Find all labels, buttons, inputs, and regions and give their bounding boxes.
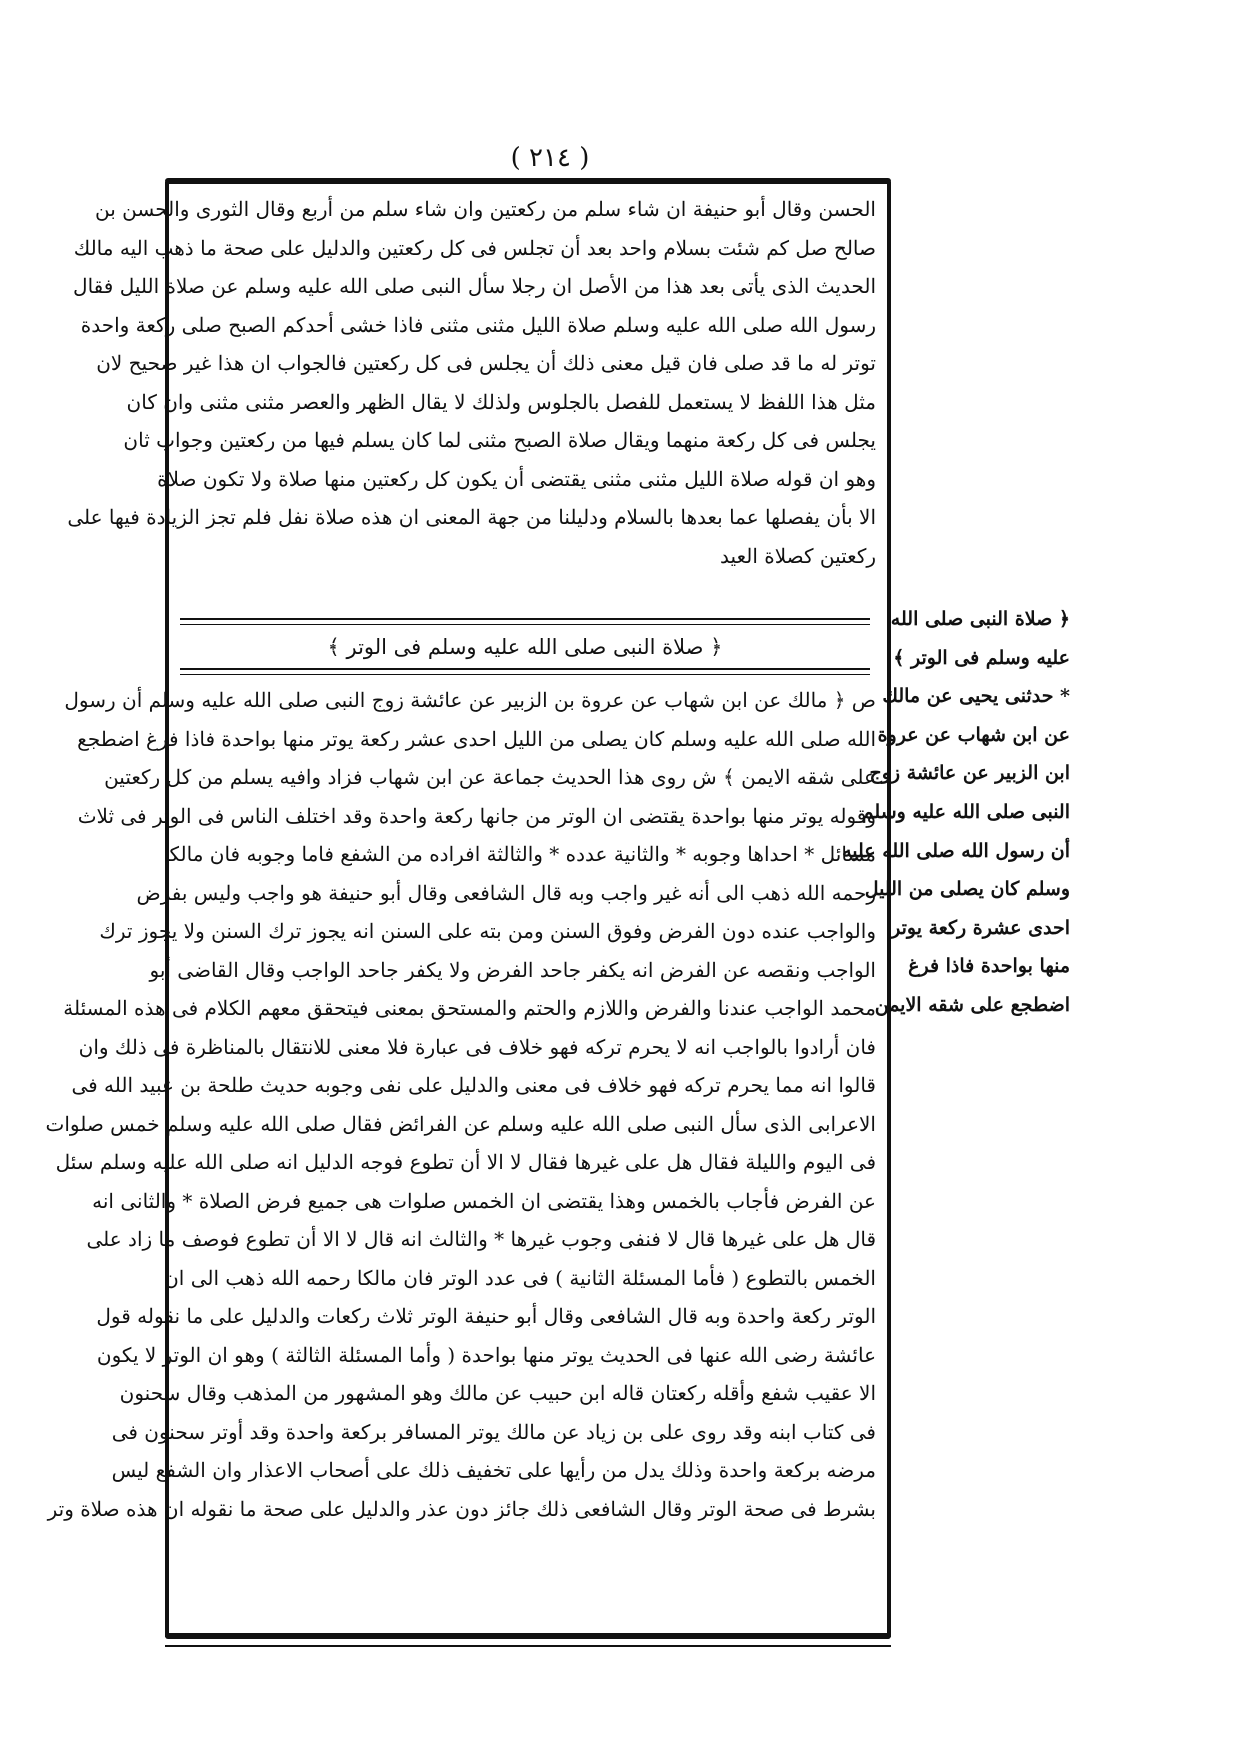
section-heading: ﴿ صلاة النبى صلى الله عليه وسلم فى الوتر ﴾ xyxy=(327,635,723,659)
text-line: رسول الله صلى الله عليه وسلم صلاة الليل مثنى مثنى فاذا خشى أحدكم الصبح صلى ركعة واحدة xyxy=(80,312,876,337)
section-divider xyxy=(180,674,870,675)
text-line: وهو ان قوله صلاة الليل مثنى مثنى يقتضى أن يكون كل ركعتين منها صلاة ولا تكون صلاة xyxy=(157,466,876,491)
text-line: الحديث الذى يأتى بعد هذا من الأصل ان رجلا سأل النبى صلى الله عليه وسلم عن صلاة الليل فقال xyxy=(73,274,876,298)
bottom-paragraph xyxy=(45,681,876,1605)
text-line: مسائل * احداها وجوبه * والثانية عدده * والثالثة افراده من الشفع فاما وجوبه فان مالكا xyxy=(163,842,876,866)
text-line: قالوا انه مما يحرم تركه فهو خلاف فى معنى والدليل على نفى وجوبه حديث طلحة بن عبيد الله فى xyxy=(71,1073,876,1097)
text-line: ص ﴿ مالك عن ابن شهاب عن عروة بن الزبير عن عائشة زوج النبى صلى الله عليه وسلم أن رسول xyxy=(64,688,876,712)
section-divider xyxy=(180,618,870,620)
text-line: الواجب ونقصه عن الفرض انه يكفر جاحد الفرض ولا يكفر جاحد الواجب وقال القاضى أبو xyxy=(149,957,876,982)
top-paragraph xyxy=(67,190,876,575)
text-line: مرضه بركعة واحدة وذلك يدل من رأيها على تخفيف ذلك على أصحاب الاعذار وان الشفع ليس xyxy=(111,1458,876,1482)
text-line: رحمه الله ذهب الى أنه غير واجب وبه قال الشافعى وقال أبو حنيفة هو واجب وليس بفرض xyxy=(136,880,876,905)
text-line: الخمس بالتطوع ( فأما المسئلة الثانية ) فى عدد الوتر فان مالكا رحمه الله ذهب الى ان xyxy=(164,1265,876,1290)
section-divider xyxy=(180,668,870,670)
text-line: محمد الواجب عندنا والفرض واللازم والحتم والمستحق بمعنى فيتحقق معهم الكلام فى هذه المسئلة xyxy=(63,996,876,1020)
text-line xyxy=(186,1528,876,1567)
text-line: والواجب عنده دون الفرض وفوق السنن ومن بته على السنن انه يجوز ترك السنن ولا يجوز ترك xyxy=(99,919,876,943)
margin-note-line: النبى صلى الله عليه وسلم xyxy=(861,800,1070,823)
text-line xyxy=(186,1567,876,1606)
margin-note-line: أن رسول الله صلى الله عليه xyxy=(842,839,1070,862)
margin-note-line: احدى عشرة ركعة يوتر xyxy=(891,916,1070,939)
text-line: عن الفرض فأجاب بالخمس وهذا يقتضى ان الخمس صلوات هى جميع فرض الصلاة * والثانى انه xyxy=(92,1188,876,1213)
text-line: عائشة رضى الله عنها فى الحديث يوتر منها بواحدة ( وأما المسئلة الثالثة ) وهو ان الوتر لا يكون xyxy=(96,1342,876,1367)
text-line: الوتر ركعة واحدة وبه قال الشافعى وقال أبو حنيفة الوتر ثلاث ركعات والدليل على ما نقوله قول xyxy=(96,1304,876,1328)
bottom-border-rule xyxy=(165,1645,891,1647)
text-line: فى اليوم والليلة فقال هل على غيرها فقال لا الا أن تطوع فوجه الدليل انه صلى الله عليه وسلم سئل xyxy=(55,1150,876,1174)
text-line: مثل هذا اللفظ لا يستعمل للفصل بالجلوس ولذلك لا يقال الظهر والعصر مثنى مثنى وان كان xyxy=(126,389,876,414)
margin-note-line: وسلم كان يصلى من الليل xyxy=(864,878,1070,901)
margin-note-line: عليه وسلم فى الوتر ﴾ xyxy=(893,646,1070,669)
bottom-border-rule xyxy=(165,1633,891,1639)
text-line: بشرط فى صحة الوتر وقال الشافعى ذلك جائز دون عذر والدليل على صحة ما نقوله ان هذه صلاة وتر xyxy=(47,1496,876,1521)
text-line: الله صلى الله عليه وسلم كان يصلى من الليل احدى عشر ركعة يوتر منها بواحدة فاذا فرغ اضطجع xyxy=(77,726,876,751)
text-line: الحسن وقال أبو حنيفة ان شاء سلم من ركعتين وان شاء سلم من أربع وقال الثورى والحسن بن xyxy=(95,197,876,221)
margin-note-line: اضطجع على شقه الايمن xyxy=(874,993,1070,1016)
text-line: فان أرادوا بالواجب انه لا يحرم تركه فهو خلاف فى عبارة فلا معنى للانتقال بالمناظرة فى ذلك وان xyxy=(78,1034,876,1059)
text-line: الا بأن يفصلها عما بعدها بالسلام ودليلنا من جهة المعنى ان هذه صلاة نفل فلم تجز الزيادة فيها على xyxy=(67,505,876,529)
section-divider xyxy=(180,624,870,625)
margin-note xyxy=(842,600,1070,1025)
text-line: صالح صل كم شئت بسلام واحد بعد أن تجلس فى كل ركعتين والدليل على صحة ما ذهب اليه مالك xyxy=(73,235,876,260)
text-line: على شقه الايمن ﴾ ش روى هذا الحديث جماعة عن ابن شهاب فزاد وافيه يسلم من كل ركعتين xyxy=(104,765,876,789)
text-line: وقوله يوتر منها بواحدة يقتضى ان الوتر من جانها ركعة واحدة وقد اختلف الناس فى الوتر فى ثلاث xyxy=(77,803,876,828)
text-line: توتر له ما قد صلى فان قيل معنى ذلك أن يجلس فى كل ركعتين فالجواب ان هذا غير صحيح لان xyxy=(96,351,876,375)
page-number: ( ٢١٤ ) xyxy=(510,143,590,173)
text-line: قال هل على غيرها قال لا فنفى وجوب غيرها * والثالث انه قال لا الا أن تطوع فوصف ما زاد على xyxy=(86,1227,876,1251)
margin-note-line: عن ابن شهاب عن عروة xyxy=(877,723,1070,746)
margin-note-line: ابن الزبير عن عائشة زوج xyxy=(869,762,1070,785)
text-line: ركعتين كصلاة العيد xyxy=(720,543,876,568)
text-line: الا عقيب شفع وأقله ركعتان قاله ابن حبيب عن مالك وهو المشهور من المذهب وقال سحنون xyxy=(119,1381,876,1405)
margin-note-line: ﴿ صلاة النبى صلى الله xyxy=(890,608,1070,630)
text-line: فى كتاب ابنه وقد روى على بن زياد عن مالك يوتر المسافر بركعة واحدة وقد أوتر سحنون فى xyxy=(111,1419,876,1444)
text-line: الاعرابى الذى سأل النبى صلى الله عليه وسلم عن الفرائض فقال صلى الله عليه وسلم خمس صلوات xyxy=(45,1111,876,1136)
text-line: يجلس فى كل ركعة منهما ويقال صلاة الصبح مثنى لما كان يسلم فيها من ركعتين وجواب ثان xyxy=(123,428,876,452)
margin-note-line: منها بواحدة فاذا فرغ xyxy=(908,955,1070,978)
margin-note-line: * حدثنى يحيى عن مالك xyxy=(882,685,1070,708)
